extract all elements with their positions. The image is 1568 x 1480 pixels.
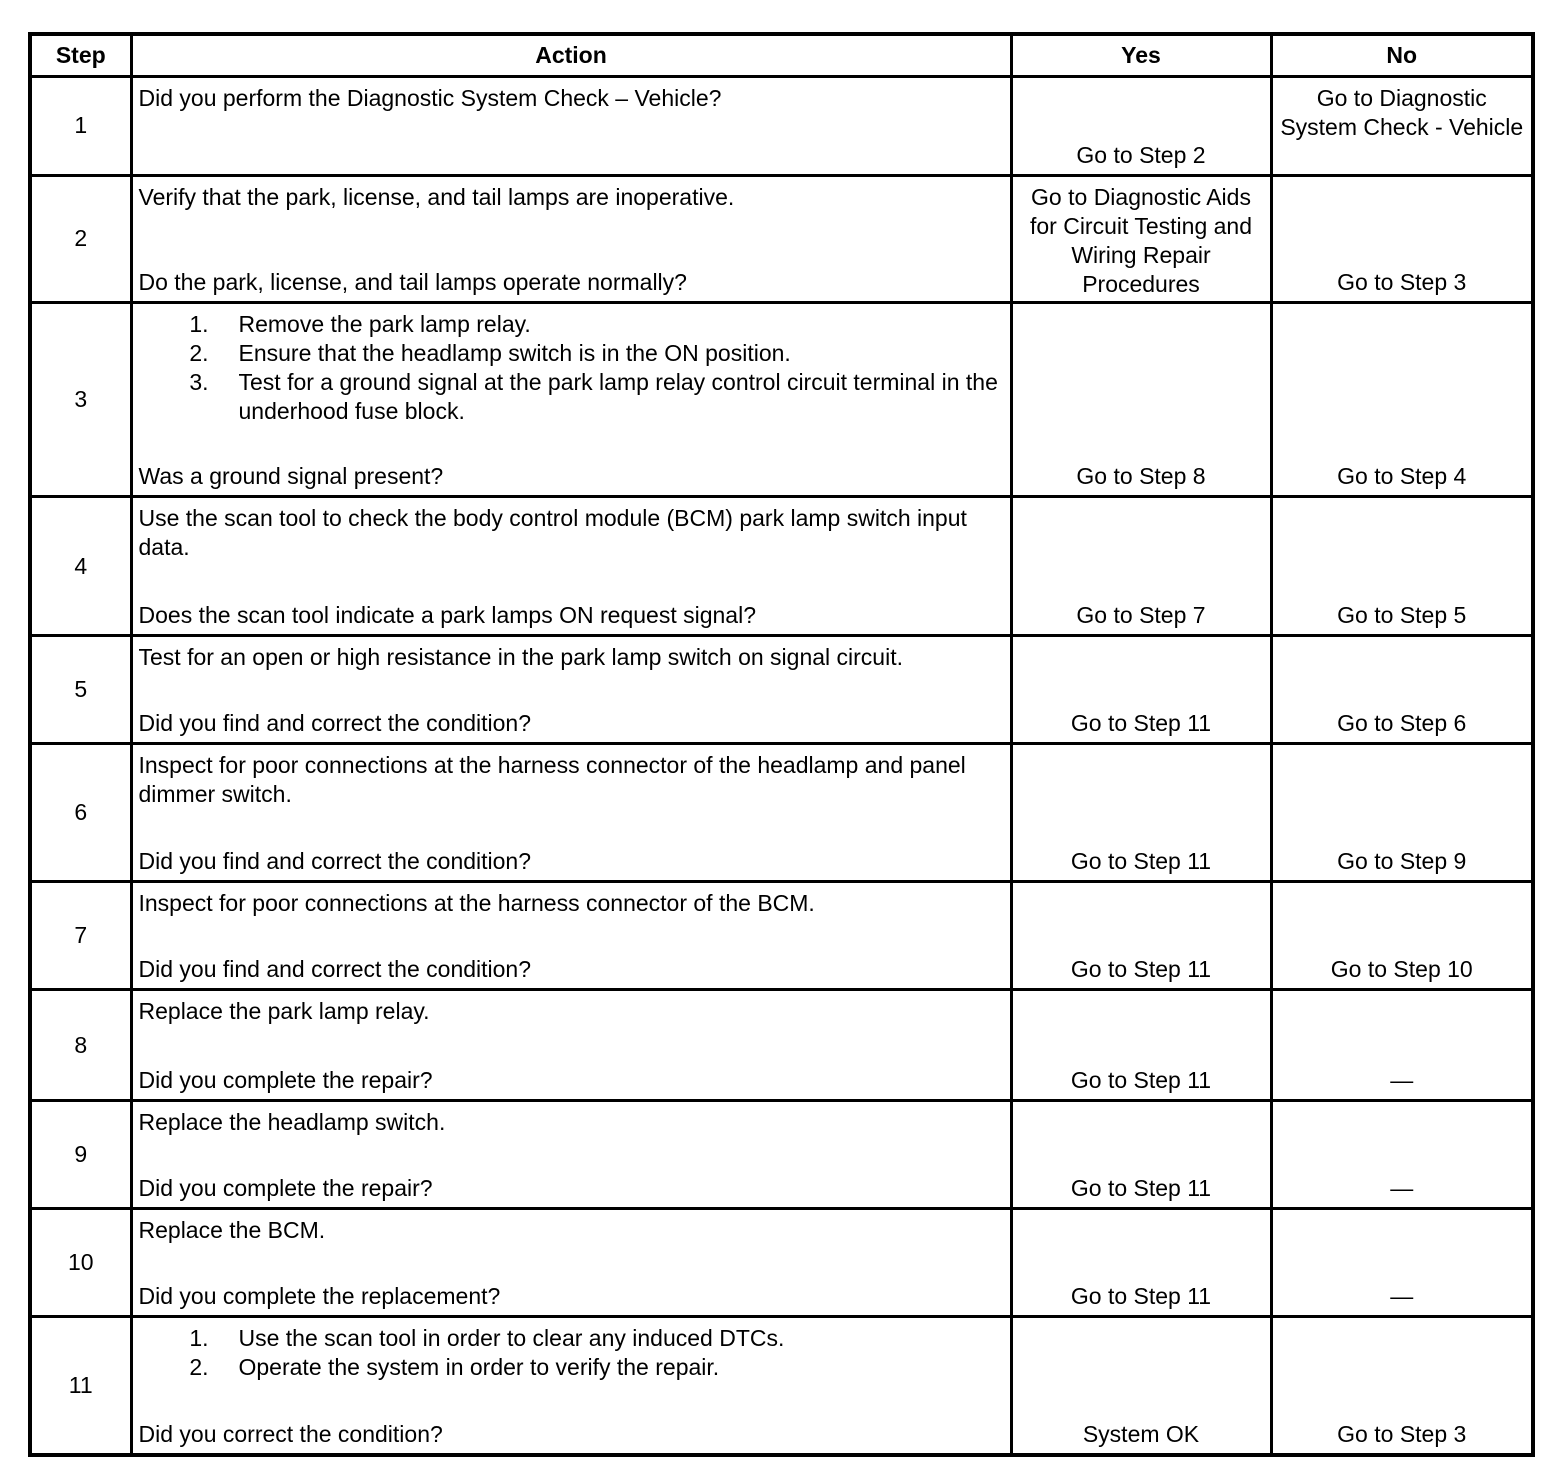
action-top: [139, 1324, 1002, 1382]
no-result: Go to Step 9: [1337, 848, 1467, 875]
action-cell: [131, 497, 1011, 635]
action-top: [139, 751, 1002, 809]
action-question: Does the scan tool indicate a park lamps ON request signal?: [138, 601, 756, 628]
yes-result: Go to Diagnostic Aids for Circuit Testing and Wiring Repair Procedures: [1029, 183, 1252, 297]
yes-cell: [1011, 175, 1271, 302]
action-cell: [131, 76, 1011, 175]
action-intro: Replace the BCM.: [138, 1216, 326, 1243]
action-intro: Inspect for poor connections at the harness connector of the BCM.: [138, 890, 815, 917]
action-question: Did you find and correct the condition?: [138, 956, 532, 983]
no-result: Go to Step 6: [1337, 709, 1467, 736]
yes-cell: [1011, 497, 1271, 635]
action-intro: Test for an open or high resistance in the park lamp switch on signal circuit.: [138, 643, 903, 670]
yes-result: Go to Step 11: [1070, 848, 1212, 875]
action-steps-list: [139, 1324, 1002, 1382]
no-cell: [1271, 1208, 1533, 1316]
table-row: [30, 76, 1533, 175]
action-cell: [131, 743, 1011, 881]
header-row: [30, 34, 1533, 76]
action-step-text: Test for a ground signal at the park lamp relay control circuit terminal in the underhood fuse block.: [238, 368, 998, 424]
step-number: 10: [30, 1208, 131, 1316]
yes-cell: [1011, 882, 1271, 990]
action-step-item: [139, 339, 1002, 368]
yes-cell: [1011, 990, 1271, 1100]
action-question: Did you correct the condition?: [138, 1421, 443, 1447]
action-intro: Did you perform the Diagnostic System Check – Vehicle?: [138, 84, 722, 111]
step-number: 11: [30, 1317, 131, 1455]
step-number: 6: [30, 743, 131, 881]
table-row: [30, 175, 1533, 302]
header-yes: Yes: [1011, 34, 1271, 76]
action-cell: [131, 175, 1011, 302]
no-cell: [1271, 882, 1533, 990]
step-number: 8: [30, 990, 131, 1100]
table-body: [30, 76, 1533, 1455]
table-row: [30, 1208, 1533, 1316]
action-step-text: Operate the system in order to verify the repair.: [238, 1354, 720, 1381]
action-question: Did you find and correct the condition?: [138, 709, 532, 736]
action-intro: Inspect for poor connections at the harness connector of the headlamp and panel dimmer switch.: [138, 751, 966, 807]
yes-result: Go to Step 7: [1076, 601, 1206, 628]
action-cell: [131, 990, 1011, 1100]
action-top: [139, 997, 1002, 1026]
yes-cell: [1011, 1100, 1271, 1208]
action-step-text: Ensure that the headlamp switch is in the ON position.: [238, 339, 791, 366]
yes-cell: [1011, 302, 1271, 496]
action-question: Was a ground signal present?: [138, 463, 444, 490]
table-row: [30, 635, 1533, 743]
no-result: Go to Step 3: [1337, 1421, 1467, 1447]
step-number: 9: [30, 1100, 131, 1208]
action-top: [139, 643, 1002, 672]
action-step-item: [139, 1324, 1002, 1353]
yes-cell: [1011, 76, 1271, 175]
action-question: Did you find and correct the condition?: [138, 848, 532, 875]
no-cell: [1271, 635, 1533, 743]
no-cell: [1271, 743, 1533, 881]
no-cell: [1271, 175, 1533, 302]
table-row: [30, 1100, 1533, 1208]
action-step-number: 2.: [189, 339, 209, 366]
action-question: Did you complete the repair?: [138, 1066, 433, 1093]
action-step-number: 1.: [189, 1325, 209, 1352]
no-result: —: [1390, 1066, 1414, 1093]
yes-cell: [1011, 1208, 1271, 1316]
action-step-text: Remove the park lamp relay.: [238, 310, 531, 337]
action-step-text: Use the scan tool in order to clear any induced DTCs.: [238, 1325, 785, 1352]
action-step-number: 3.: [189, 368, 209, 395]
action-cell: [131, 1317, 1011, 1455]
no-cell: [1271, 990, 1533, 1100]
action-cell: [131, 302, 1011, 496]
yes-result: Go to Step 8: [1076, 463, 1206, 490]
action-cell: [131, 882, 1011, 990]
no-result: Go to Step 10: [1330, 956, 1473, 983]
header-no: No: [1271, 34, 1533, 76]
header-step: Step: [30, 34, 131, 76]
action-top: [139, 1108, 1002, 1137]
step-number: 3: [30, 302, 131, 496]
no-cell: [1271, 1317, 1533, 1455]
no-cell: [1271, 497, 1533, 635]
no-result: Go to Step 4: [1337, 463, 1467, 490]
action-top: [139, 84, 1002, 113]
step-number: 7: [30, 882, 131, 990]
header-action: Action: [131, 34, 1011, 76]
table-row: [30, 302, 1533, 496]
action-top: [139, 183, 1002, 212]
diagnostic-table: [28, 32, 1535, 1457]
table-row: [30, 497, 1533, 635]
action-intro: Replace the headlamp switch.: [138, 1108, 446, 1135]
no-cell: [1271, 76, 1533, 175]
action-step-number: 1.: [189, 310, 209, 337]
step-number: 1: [30, 76, 131, 175]
action-cell: [131, 635, 1011, 743]
action-question: Did you complete the replacement?: [138, 1283, 501, 1310]
action-cell: [131, 1100, 1011, 1208]
step-number: 2: [30, 175, 131, 302]
table-row: [30, 990, 1533, 1100]
no-result: —: [1390, 1174, 1414, 1201]
action-intro: Verify that the park, license, and tail lamps are inoperative.: [138, 183, 735, 210]
yes-result: Go to Step 11: [1070, 1283, 1212, 1310]
yes-result: Go to Step 11: [1070, 956, 1212, 983]
table-row: [30, 882, 1533, 990]
table-row: [30, 1317, 1533, 1455]
yes-result: Go to Step 11: [1070, 1066, 1212, 1093]
no-result: Go to Step 3: [1337, 268, 1467, 295]
action-step-item: [139, 310, 1002, 339]
step-number: 5: [30, 635, 131, 743]
no-result: —: [1390, 1283, 1414, 1310]
no-cell: [1271, 302, 1533, 496]
yes-cell: [1011, 1317, 1271, 1455]
yes-result: Go to Step 11: [1070, 709, 1212, 736]
no-cell: [1271, 1100, 1533, 1208]
action-top: [139, 1216, 1002, 1245]
action-question: Did you complete the repair?: [138, 1174, 433, 1201]
no-result: Go to Step 5: [1337, 601, 1467, 628]
action-question: Do the park, license, and tail lamps operate normally?: [138, 268, 687, 295]
table-row: [30, 743, 1533, 881]
yes-result: Go to Step 2: [1076, 141, 1206, 168]
action-intro: Replace the park lamp relay.: [138, 998, 430, 1025]
action-step-number: 2.: [189, 1354, 209, 1381]
no-result: Go to Diagnostic System Check - Vehicle: [1280, 84, 1524, 140]
yes-cell: [1011, 743, 1271, 881]
action-top: [139, 310, 1002, 426]
yes-result: System OK: [1082, 1421, 1200, 1447]
action-steps-list: [139, 310, 1002, 426]
step-number: 4: [30, 497, 131, 635]
action-top: [139, 889, 1002, 918]
yes-result: Go to Step 11: [1070, 1174, 1212, 1201]
action-intro: Use the scan tool to check the body control module (BCM) park lamp switch input data.: [138, 505, 967, 561]
action-top: [139, 504, 1002, 562]
action-cell: [131, 1208, 1011, 1316]
action-step-item: [139, 368, 1002, 426]
action-step-item: [139, 1353, 1002, 1382]
yes-cell: [1011, 635, 1271, 743]
